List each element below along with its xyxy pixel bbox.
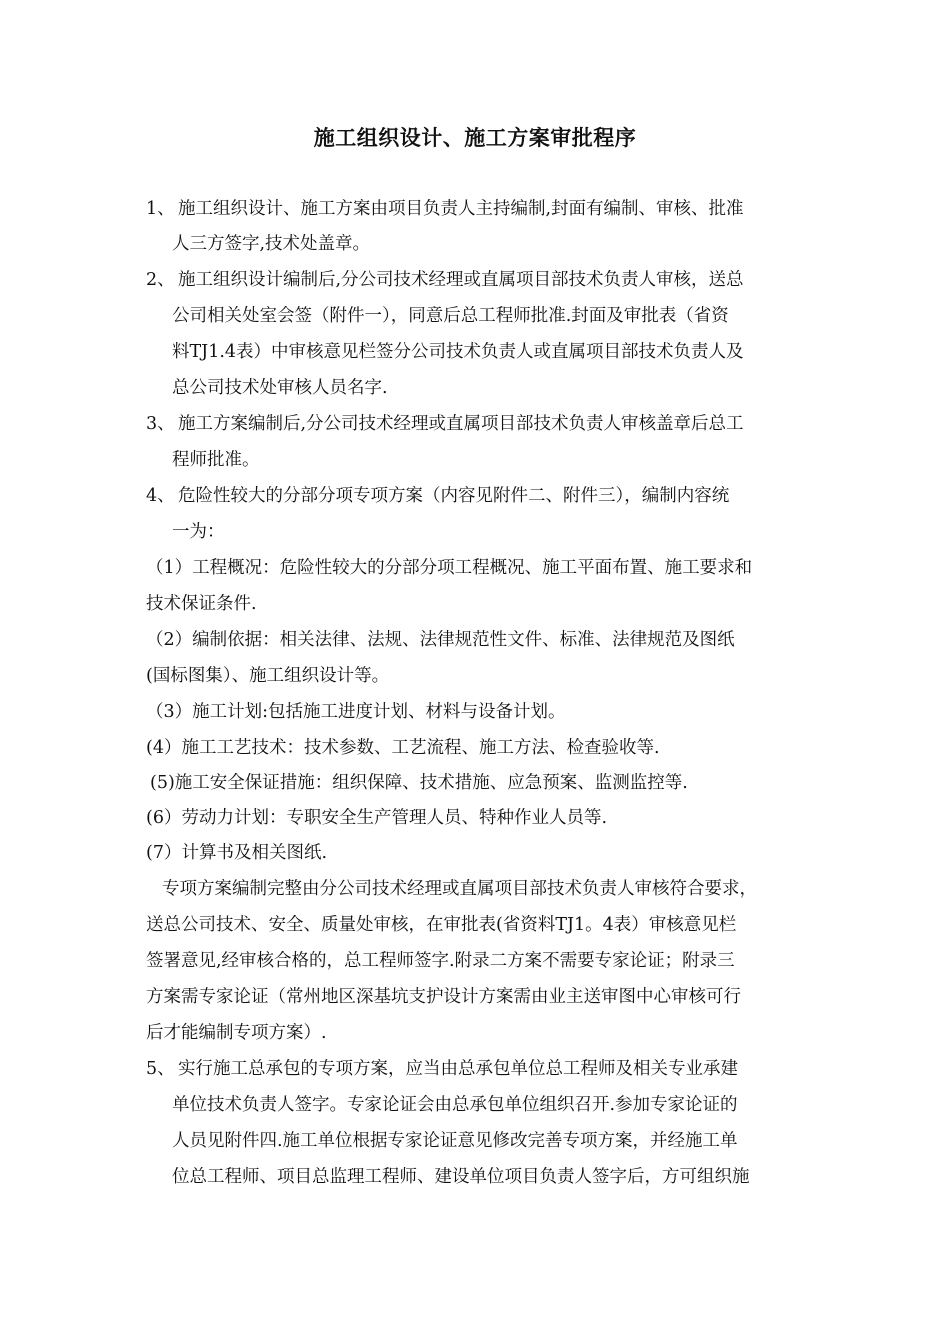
sub-item-line: （3）施工计划:包括施工进度计划、材料与设备计划。	[146, 702, 566, 722]
document-title: 施工组织设计、施工方案审批程序	[313, 126, 637, 150]
paragraph-line: 程师批准。	[172, 450, 260, 470]
sub-item-line: 技术保证条件.	[146, 594, 257, 614]
paragraph-line: 人员见附件四.施工单位根据专家论证意见修改完善专项方案，并经施工单	[172, 1131, 738, 1151]
paragraph-line: 专项方案编制完整由分公司技术经理或直属项目部技术负责人审核符合要求，	[162, 879, 757, 899]
item-number: 5、	[146, 1059, 175, 1079]
sub-item-line: (4）施工工艺技术：技术参数、工艺流程、施工方法、检查验收等.	[146, 738, 660, 758]
paragraph-line: 签署意见,经审核合格的，总工程师签字.附录二方案不需要专家论证；附录三	[146, 951, 735, 971]
paragraph-line: 人三方签字,技术处盖章。	[172, 234, 371, 254]
sub-item-line: (7）计算书及相关图纸.	[146, 843, 328, 863]
paragraph-line: 危险性较大的分部分项专项方案（内容见附件二、附件三），编制内容统	[178, 486, 730, 506]
sub-item-line: (5)施工安全保证措施：组织保障、技术措施、应急预案、监测监控等.	[150, 773, 688, 793]
paragraph-line: 后才能编制专项方案）.	[146, 1023, 327, 1043]
paragraph-line: 总公司技术处审核人员名字.	[172, 378, 388, 398]
item-number: 1、	[146, 199, 175, 219]
item-number: 3、	[146, 414, 175, 434]
paragraph-line: 单位技术负责人签字。专家论证会由总承包单位组织召开.参加专家论证的	[172, 1095, 738, 1115]
paragraph-line: 方案需专家论证（常州地区深基坑支护设计方案需由业主送审图中心审核可行	[146, 987, 741, 1007]
item-number: 4、	[146, 486, 175, 506]
paragraph-line: 实行施工总承包的专项方案，应当由总承包单位总工程师及相关专业承建	[178, 1059, 738, 1079]
item-number: 2、	[146, 270, 175, 290]
sub-item-line: （1）工程概况：危险性较大的分部分项工程概况、施工平面布置、施工要求和	[146, 558, 753, 578]
paragraph-line: 一为：	[172, 522, 225, 542]
paragraph-line: 位总工程师、项目总监理工程师、建设单位项目负责人签字后，方可组织施	[172, 1167, 750, 1187]
paragraph-line: 公司相关处室会签（附件一），同意后总工程师批准.封面及审批表（省资	[172, 306, 729, 326]
sub-item-line: （2）编制依据：相关法律、法规、法律规范性文件、标准、法律规范及图纸	[146, 630, 735, 650]
paragraph-line: 送总公司技术、安全、质量处审核，在审批表(省资料TJ1。4表）审核意见栏	[146, 915, 737, 935]
sub-item-line: (6）劳动力计划：专职安全生产管理人员、特种作业人员等.	[146, 808, 608, 828]
sub-item-line: (国标图集）、施工组织设计等。	[146, 666, 390, 686]
paragraph-line: 施工方案编制后,分公司技术经理或直属项目部技术负责人审核盖章后总工	[178, 414, 744, 434]
paragraph-line: 施工组织设计编制后,分公司技术经理或直属项目部技术负责人审核，送总	[178, 270, 744, 290]
paragraph-line: 施工组织设计、施工方案由项目负责人主持编制,封面有编制、审核、批准	[178, 199, 744, 219]
paragraph-line: 料TJ1.4表）中审核意见栏签分公司技术负责人或直属项目部技术负责人及	[172, 342, 744, 362]
